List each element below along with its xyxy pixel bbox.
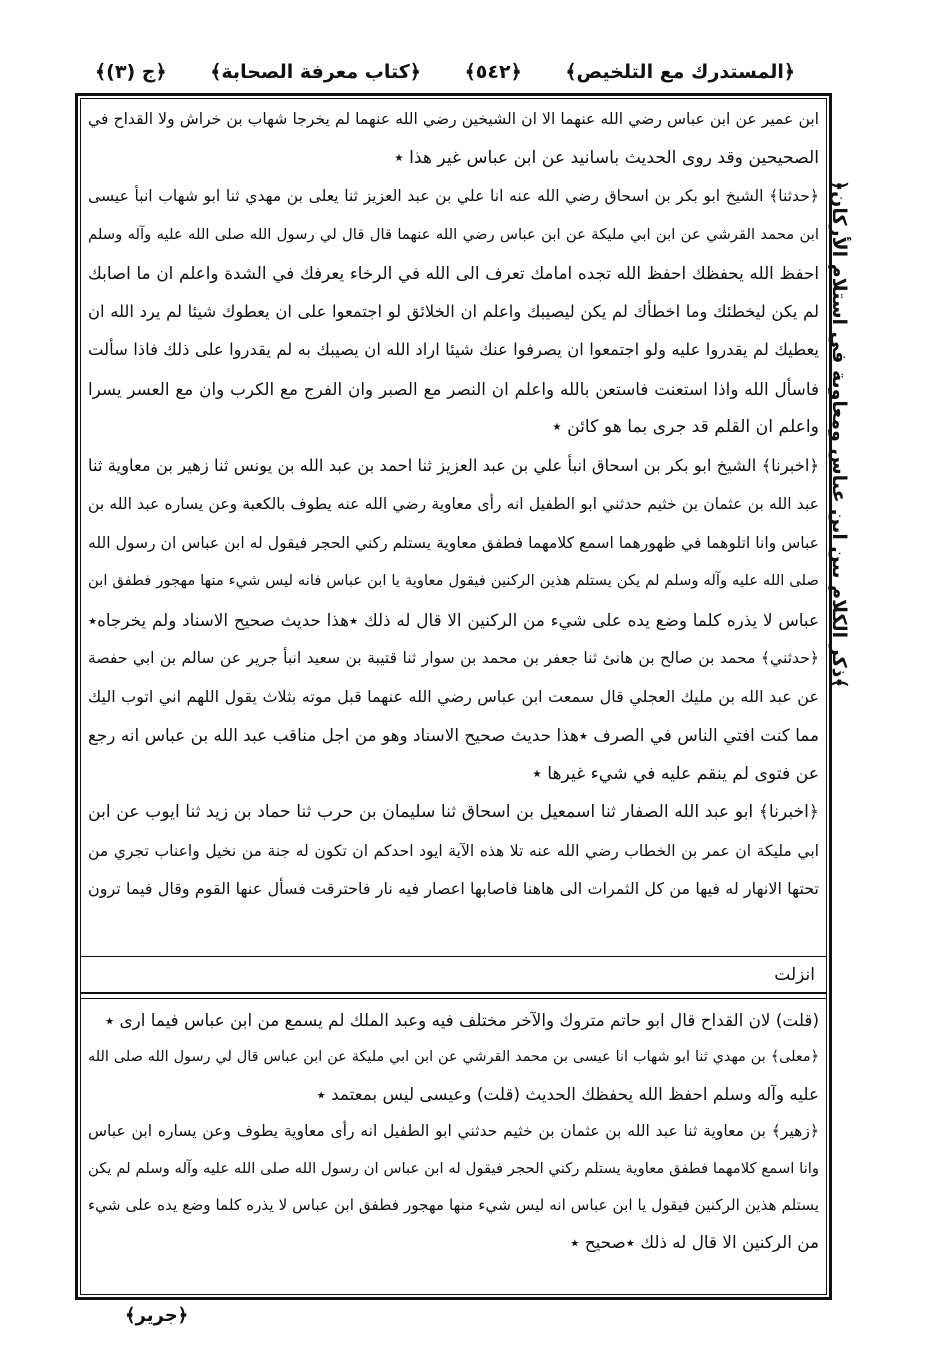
text-line: عباس لا يذره كلما وضع يده على شيء من الركنين الا قال له ذلك ٭هذا حديث صحيح الاسناد ولم يخرجاه٭ <box>88 609 819 630</box>
footer-catchword: ﴿جرير﴾ <box>125 1305 189 1326</box>
text-line: صلى الله عليه وآله وسلم لم يكن يستلم هذين الركنين فيقول معاوية يا ابن عباس فانه ليس شيء منها مهجور فطفق ابن <box>88 572 819 589</box>
notes-divider <box>80 992 827 999</box>
text-line: (قلت) لان القداح قال ابو حاتم متروك والآخر مختلف فيه وعبد الملك لم يسمع من ابن عباس فيما ارى ٭ <box>105 1010 819 1030</box>
text-line: ﴿حدثني﴾ محمد بن صالح بن هانئ ثنا جعفر بن محمد بن سوار ثنا قتيبة بن سعيد انبأ جرير عن سالم بن ابي حفصة <box>88 649 819 667</box>
text-line: ﴿معلى﴾ بن مهدي ثنا ابو شهاب انا عيسى بن محمد القرشي عن ابن ابي مليكة عن ابن عباس قال لي رسول الله صلى الله <box>88 1049 819 1065</box>
divider-line <box>80 956 827 957</box>
text-line: عن فتوى لم ينقم عليه في شيء غيرها ٭ <box>532 763 819 784</box>
running-header <box>95 52 795 92</box>
text-line: واعلم ان القلم قد جرى بما هو كائن ٭ <box>552 417 819 437</box>
header-volume: ﴿ج (٣)﴾ <box>95 61 167 83</box>
text-line: ابن محمد القرشي عن ابن ابي مليكة عن ابن عباس رضي الله عنهما قال قال لي رسول الله صلى الله عليه وآله وسلم <box>88 225 819 243</box>
text-line: لم يكن ليخطئك وما اخطأك لم يكن ليصيبك واعلم ان الخلائق لو اجتمعوا على ان يعطوك شيئا لم يرد الله ان <box>88 301 819 321</box>
header-page-number: ﴿٥٤٢﴾ <box>464 61 522 83</box>
text-line: ابي مليكة ان عمر بن الخطاب رضي الله عنه تلا هذه الآية ايود احدكم ان تكون له جنة من نخيل واعناب تجري من <box>88 841 819 860</box>
text-line: ابن عمير عن ابن عباس رضي الله عنهما الا ان الشيخين رضي الله عنهما لم يخرجا شهاب بن خراش ولا القداح في <box>88 110 819 128</box>
text-line: مما كنت افتي الناس في الصرف ٭هذا حديث صحيح الاسناد وهو من اجل مناقب عبد الله بن عباس انه رجع <box>88 725 819 745</box>
text-line: ﴿حدثنا﴾ الشيخ ابو بكر بن اسحاق رضي الله عنه انا علي بن عبد العزيز ثنا يعلى بن مهدي ثنا ابو شهاب انبأ عيسى <box>88 187 819 205</box>
header-book-title: ﴿المستدرك مع التلخيص﴾ <box>565 61 795 83</box>
text-line: تحتها الانهار له فيها من كل الثمرات الى هاهنا فاصابها اعصار فيه نار فاحترقت فسأل عنها القوم وقال فيما ترون <box>88 879 819 898</box>
text-line: الصحيحين وقد روى الحديث باسانيد عن ابن عباس غير هذا ٭ <box>394 147 819 168</box>
header-section-title: ﴿كتاب معرفة الصحابة﴾ <box>210 61 421 83</box>
text-line: عليه وآله وسلم احفظ الله يحفظك الحديث (قلت) وعيسى ليس بمعتمد ٭ <box>316 1084 819 1104</box>
talkhis-notes <box>88 1002 819 1261</box>
text-line: ﴿اخبرنا﴾ ابو عبد الله الصفار ثنا اسمعيل بن اسحاق ثنا سليمان بن حرب ثنا حماد بن زيد ثنا ايوب عن ابن <box>88 802 819 822</box>
margin-heading: ﴿ذكر الكلام بين ابن عباس ومعاوية في استلام الأركان﴾ <box>828 180 850 689</box>
text-line: فاسأل الله واذا استعنت فاستعن بالله واعلم ان النصر مع الصبر وان الفرج مع الكرب وان مع العسر يسرا <box>88 378 819 399</box>
catchword-row <box>92 958 815 992</box>
text-line: وانا اسمع كلامهما فطفق معاوية يستلم ركني الحجر فيقول له ابن عباس ان رسول الله صلى الله عليه وآله وسلم لم يكن <box>88 1160 819 1177</box>
text-line: احفظ الله يحفظك احفظ الله تجده امامك تعرف الى الله في الرخاء يعرفك في الشدة واعلم ان ما اصابك <box>88 263 819 283</box>
main-text <box>88 100 819 909</box>
text-line: ﴿اخبرنا﴾ الشيخ ابو بكر بن اسحاق انبأ علي بن عبد العزيز ثنا احمد بن عبد الله بن يونس ثنا زهير بن معاوية ثنا <box>88 455 819 475</box>
page-frame <box>75 93 832 1300</box>
text-line: عباس وانا اتلوهما في ظهورهما اسمع كلامهما فطفق معاوية يستلم ركني الحجر فيقول له ابن عباس ان رسول الله <box>88 533 819 552</box>
text-line: عن عبد الله بن مليك العجلي قال سمعت ابن عباس رضي الله عنهما قبل موته بثلاث يقول اللهم اني اتوب اليك <box>88 686 819 706</box>
catchword: انزلت <box>774 965 815 985</box>
text-line: عبد الله بن عثمان بن خثيم حدثني ابو الطفيل انه رأى معاوية رضي الله عنه يطوف بالكعبة وعن يساره عبد الله بن <box>88 495 819 513</box>
text-line: من الركنين الا قال له ذلك ٭صحيح ٭ <box>570 1232 819 1252</box>
text-line: ﴿زهير﴾ بن معاوية ثنا عبد الله بن عثمان بن خثيم حدثني ابو الطفيل انه رأى معاوية يطوف وعن يساره ابن عباس <box>88 1122 819 1140</box>
text-line: يعطيك لم يقدروا عليه ولو اجتمعوا ان يصرفوا عنك شيئا اراد الله ان يصيبك به لم يقدروا على ذلك فاذا سألت <box>88 340 819 359</box>
text-line: يستلم هذين الركنين فيقول يا ابن عباس انه ليس شيء منها مهجور فطفق ابن عباس لا يذره كلما وضع يده على شيء <box>88 1196 819 1214</box>
